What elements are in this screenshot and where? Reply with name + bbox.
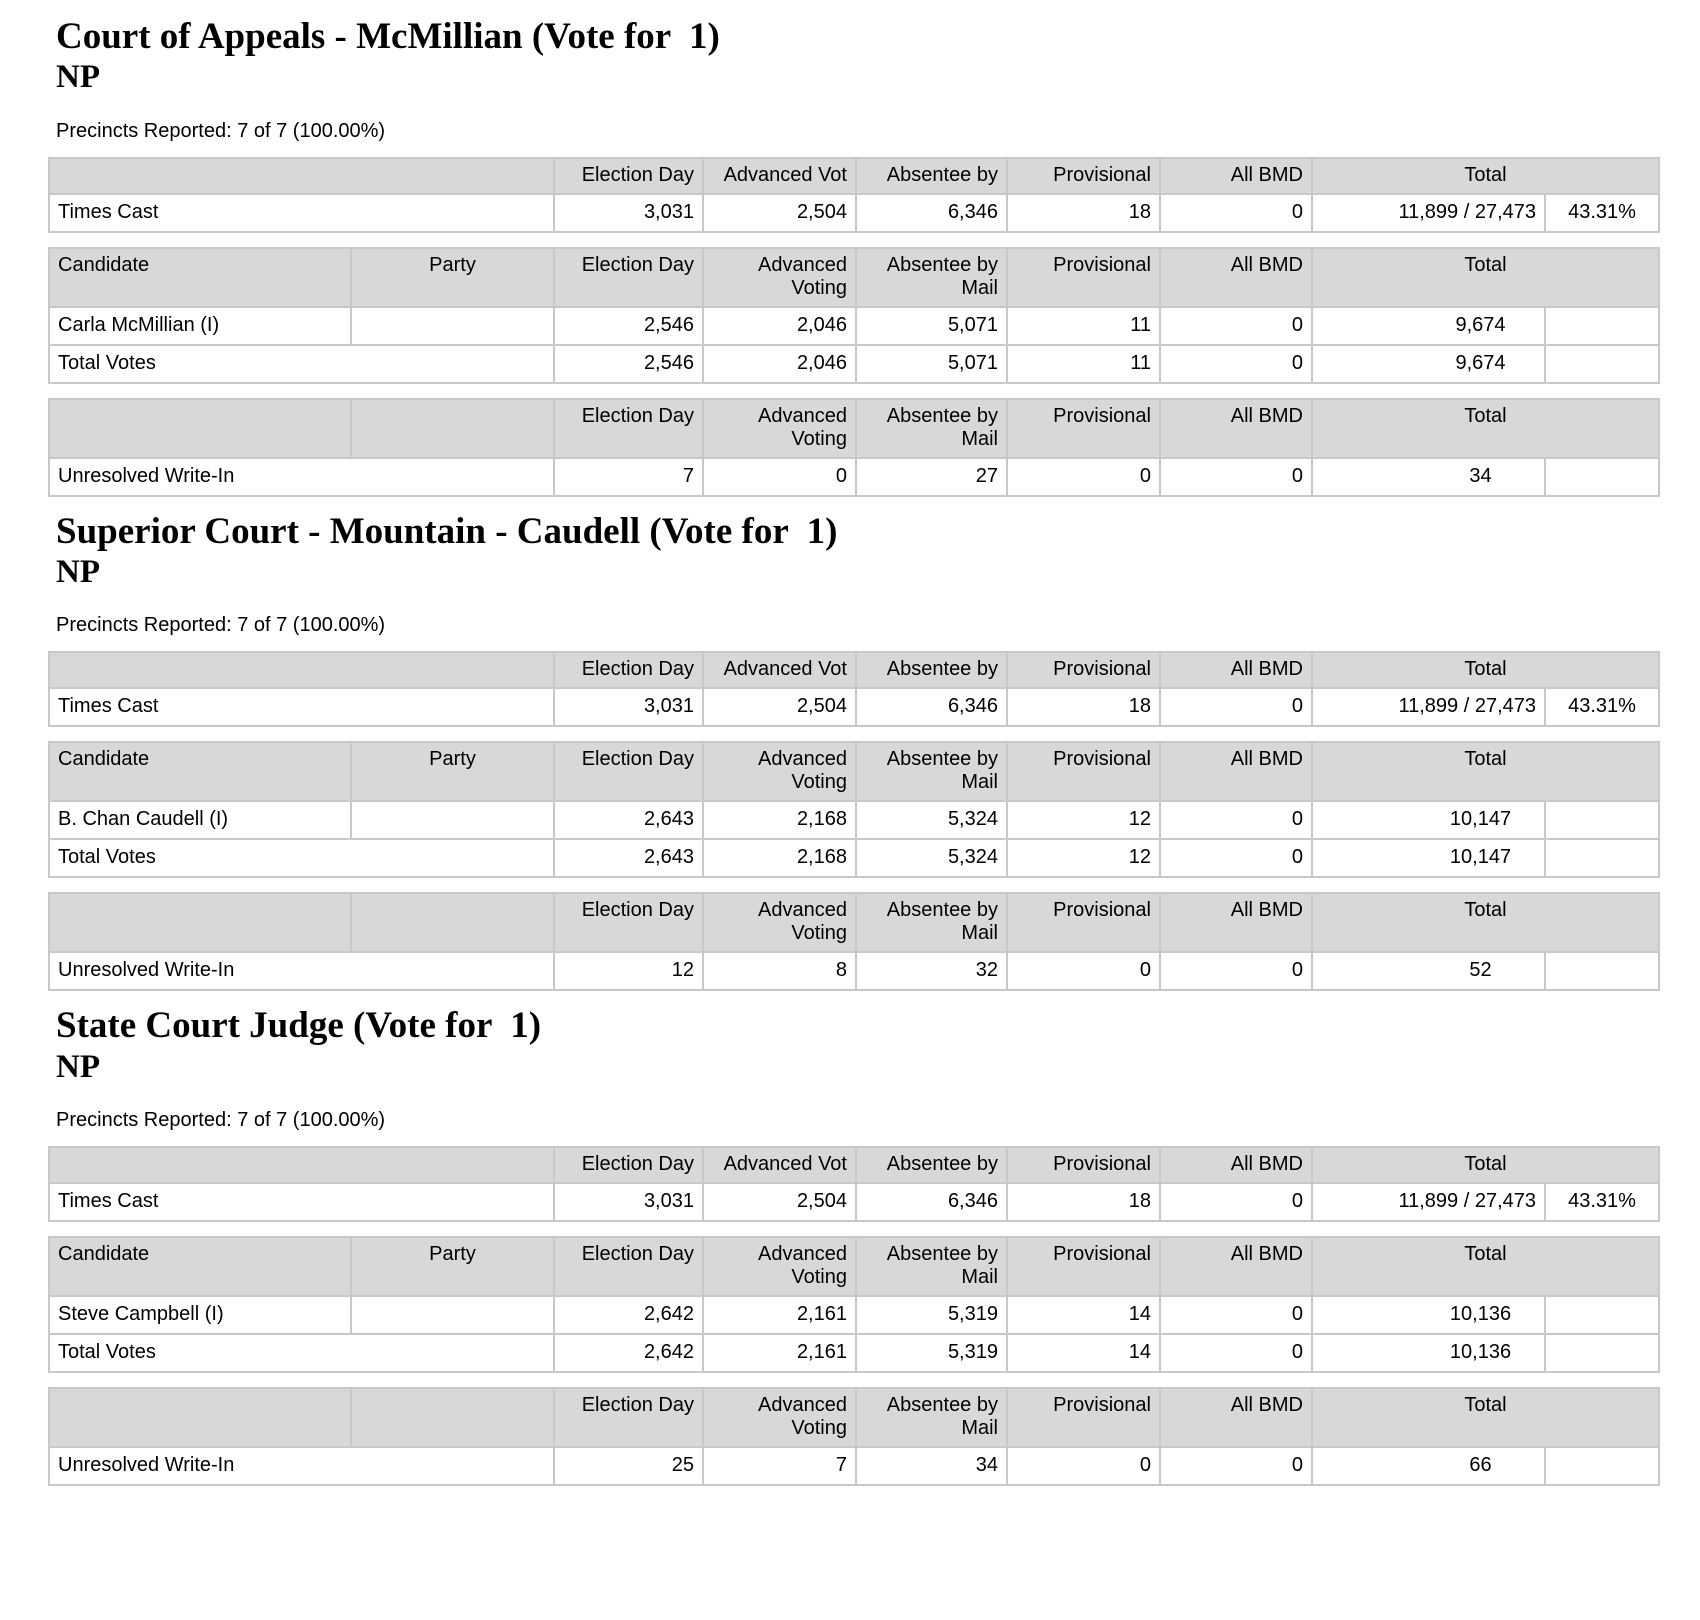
- write-in-pct-blank: [1545, 952, 1659, 990]
- write-in-header-row: [49, 1388, 1659, 1447]
- total-votes-total: 10,147: [1312, 839, 1545, 877]
- col-header-total: Total: [1312, 399, 1659, 458]
- col-header-provisional: Provisional: [1007, 1147, 1160, 1183]
- col-header-total: Total: [1312, 1237, 1659, 1296]
- total-votes-row: [49, 1334, 1659, 1372]
- candidate-header-row: [49, 742, 1659, 801]
- candidate-total: 9,674: [1312, 307, 1545, 345]
- times-cast-table: [48, 157, 1660, 233]
- write-in-election-day: 12: [554, 952, 703, 990]
- candidate-results-table: [48, 741, 1660, 878]
- times-cast-provisional: 18: [1007, 194, 1160, 232]
- candidate-absentee-by-mail: 5,071: [856, 307, 1007, 345]
- times-cast-absentee-by-mail: 6,346: [856, 194, 1007, 232]
- col-header-provisional: Provisional: [1007, 399, 1160, 458]
- times-cast-row: [49, 1183, 1659, 1221]
- total-votes-absentee-by-mail: 5,319: [856, 1334, 1007, 1372]
- times-cast-advanced-voting: 2,504: [703, 688, 856, 726]
- times-cast-absentee-by-mail: 6,346: [856, 1183, 1007, 1221]
- candidate-name: B. Chan Caudell (I): [49, 801, 351, 839]
- col-header-absentee-by-mail: Absentee by Mail: [856, 399, 1007, 458]
- col-header-all-bmd: All BMD: [1160, 1147, 1312, 1183]
- times-cast-absentee-by-mail: 6,346: [856, 688, 1007, 726]
- write-in-header-blank-candidate: [49, 1388, 351, 1447]
- col-header-all-bmd: All BMD: [1160, 893, 1312, 952]
- col-header-absentee-by-mail: Absentee by Mail: [856, 248, 1007, 307]
- candidate-name: Carla McMillian (I): [49, 307, 351, 345]
- total-votes-all-bmd: 0: [1160, 1334, 1312, 1372]
- times-cast-turnout-pct: 43.31%: [1545, 1183, 1659, 1221]
- times-cast-table: [48, 651, 1660, 727]
- candidate-advanced-voting: 2,168: [703, 801, 856, 839]
- total-votes-provisional: 12: [1007, 839, 1160, 877]
- times-cast-election-day: 3,031: [554, 688, 703, 726]
- contest-section: [48, 16, 1658, 497]
- times-cast-provisional: 18: [1007, 1183, 1160, 1221]
- times-cast-election-day: 3,031: [554, 1183, 703, 1221]
- col-header-all-bmd: All BMD: [1160, 1388, 1312, 1447]
- candidate-party: [351, 307, 554, 345]
- candidate-pct-blank: [1545, 801, 1659, 839]
- col-header-total: Total: [1312, 1388, 1659, 1447]
- times-cast-turnout-pct: 43.31%: [1545, 688, 1659, 726]
- times-cast-total: 11,899 / 27,473: [1312, 688, 1545, 726]
- col-header-advanced-voting: Advanced Voting: [703, 248, 856, 307]
- candidate-provisional: 12: [1007, 801, 1160, 839]
- write-in-absentee-by-mail: 27: [856, 458, 1007, 496]
- candidate-election-day: 2,546: [554, 307, 703, 345]
- contest-party-designation: NP: [56, 59, 100, 96]
- times-cast-label: Times Cast: [49, 1183, 554, 1221]
- col-header-advanced-voting: Advanced Voting: [703, 742, 856, 801]
- col-header-provisional: Provisional: [1007, 742, 1160, 801]
- write-in-advanced-voting: 0: [703, 458, 856, 496]
- candidate-absentee-by-mail: 5,319: [856, 1296, 1007, 1334]
- col-header-election-day: Election Day: [554, 742, 703, 801]
- contest-section: [48, 1005, 1658, 1486]
- total-votes-total: 10,136: [1312, 1334, 1545, 1372]
- candidate-all-bmd: 0: [1160, 307, 1312, 345]
- col-header-all-bmd: All BMD: [1160, 399, 1312, 458]
- candidate-total: 10,136: [1312, 1296, 1545, 1334]
- candidate-row: [49, 1296, 1659, 1334]
- col-header-total: Total: [1312, 742, 1659, 801]
- total-votes-absentee-by-mail: 5,071: [856, 345, 1007, 383]
- contest-party-designation: NP: [56, 1048, 100, 1085]
- col-header-provisional: Provisional: [1007, 158, 1160, 194]
- col-header-election-day: Election Day: [554, 652, 703, 688]
- times-cast-header-row: [49, 158, 1659, 194]
- times-cast-election-day: 3,031: [554, 194, 703, 232]
- col-header-total: Total: [1312, 248, 1659, 307]
- col-header-party: Party: [351, 742, 554, 801]
- col-header-provisional: Provisional: [1007, 248, 1160, 307]
- total-votes-label: Total Votes: [49, 345, 554, 383]
- times-cast-row: [49, 194, 1659, 232]
- col-header-provisional: Provisional: [1007, 1388, 1160, 1447]
- precincts-reported: Precincts Reported: 7 of 7 (100.00%): [56, 614, 386, 637]
- contest-title: State Court Judge (Vote for 1): [56, 1005, 542, 1047]
- total-votes-provisional: 14: [1007, 1334, 1160, 1372]
- col-header-election-day: Election Day: [554, 248, 703, 307]
- col-header-all-bmd: All BMD: [1160, 158, 1312, 194]
- candidate-election-day: 2,642: [554, 1296, 703, 1334]
- write-in-row: [49, 1447, 1659, 1485]
- write-in-election-day: 25: [554, 1447, 703, 1485]
- col-header-advanced-voting: Advanced Voting: [703, 893, 856, 952]
- candidate-pct-blank: [1545, 1296, 1659, 1334]
- write-in-absentee-by-mail: 32: [856, 952, 1007, 990]
- col-header-election-day: Election Day: [554, 893, 703, 952]
- contest-title: Court of Appeals - McMillian (Vote for 1): [56, 16, 720, 57]
- total-votes-label: Total Votes: [49, 1334, 554, 1372]
- candidate-results-table: [48, 1236, 1660, 1373]
- times-cast-header-row: [49, 652, 1659, 688]
- total-votes-election-day: 2,546: [554, 345, 703, 383]
- total-votes-all-bmd: 0: [1160, 839, 1312, 877]
- col-header-advanced-voting: Advanced Vot: [703, 1147, 856, 1183]
- col-header-total: Total: [1312, 158, 1659, 194]
- col-header-absentee-by-mail: Absentee by: [856, 652, 1007, 688]
- col-header-election-day: Election Day: [554, 1388, 703, 1447]
- candidate-header-row: [49, 248, 1659, 307]
- times-cast-advanced-voting: 2,504: [703, 1183, 856, 1221]
- candidate-party: [351, 801, 554, 839]
- write-in-provisional: 0: [1007, 1447, 1160, 1485]
- write-in-header-blank-party: [351, 893, 554, 952]
- write-in-label: Unresolved Write-In: [49, 952, 554, 990]
- times-cast-label: Times Cast: [49, 688, 554, 726]
- total-votes-absentee-by-mail: 5,324: [856, 839, 1007, 877]
- write-in-header-blank-candidate: [49, 893, 351, 952]
- times-cast-table: [48, 1146, 1660, 1222]
- col-header-provisional: Provisional: [1007, 1237, 1160, 1296]
- write-in-advanced-voting: 8: [703, 952, 856, 990]
- write-in-election-day: 7: [554, 458, 703, 496]
- col-header-party: Party: [351, 1237, 554, 1296]
- write-in-pct-blank: [1545, 1447, 1659, 1485]
- write-in-header-row: [49, 893, 1659, 952]
- col-header-total: Total: [1312, 893, 1659, 952]
- candidate-pct-blank: [1545, 307, 1659, 345]
- col-header-total: Total: [1312, 652, 1659, 688]
- candidate-row: [49, 307, 1659, 345]
- times-cast-turnout-pct: 43.31%: [1545, 194, 1659, 232]
- col-header-candidate: Candidate: [49, 248, 351, 307]
- write-in-absentee-by-mail: 34: [856, 1447, 1007, 1485]
- write-in-all-bmd: 0: [1160, 1447, 1312, 1485]
- total-votes-advanced-voting: 2,046: [703, 345, 856, 383]
- candidate-election-day: 2,643: [554, 801, 703, 839]
- total-votes-advanced-voting: 2,168: [703, 839, 856, 877]
- times-cast-total: 11,899 / 27,473: [1312, 1183, 1545, 1221]
- write-in-header-row: [49, 399, 1659, 458]
- total-votes-pct-blank: [1545, 1334, 1659, 1372]
- col-header-absentee-by-mail: Absentee by: [856, 1147, 1007, 1183]
- col-header-advanced-voting: Advanced Voting: [703, 399, 856, 458]
- col-header-election-day: Election Day: [554, 1147, 703, 1183]
- col-header-advanced-voting: Advanced Vot: [703, 158, 856, 194]
- write-in-label: Unresolved Write-In: [49, 458, 554, 496]
- col-header-total: Total: [1312, 1147, 1659, 1183]
- candidate-header-row: [49, 1237, 1659, 1296]
- contest-title: Superior Court - Mountain - Caudell (Vote for 1): [56, 510, 838, 552]
- candidate-provisional: 11: [1007, 307, 1160, 345]
- write-in-total: 66: [1312, 1447, 1545, 1485]
- col-header-election-day: Election Day: [554, 399, 703, 458]
- total-votes-election-day: 2,643: [554, 839, 703, 877]
- total-votes-row: [49, 345, 1659, 383]
- times-cast-provisional: 18: [1007, 688, 1160, 726]
- col-header-all-bmd: All BMD: [1160, 248, 1312, 307]
- write-in-header-blank-candidate: [49, 399, 351, 458]
- contest-section: [48, 511, 1658, 992]
- times-cast-advanced-voting: 2,504: [703, 194, 856, 232]
- candidate-all-bmd: 0: [1160, 1296, 1312, 1334]
- col-header-all-bmd: All BMD: [1160, 742, 1312, 801]
- col-header-all-bmd: All BMD: [1160, 1237, 1312, 1296]
- col-header-all-bmd: All BMD: [1160, 652, 1312, 688]
- col-header-absentee-by-mail: Absentee by Mail: [856, 1388, 1007, 1447]
- times-cast-label: Times Cast: [49, 194, 554, 232]
- candidate-advanced-voting: 2,046: [703, 307, 856, 345]
- col-header-absentee-by-mail: Absentee by Mail: [856, 893, 1007, 952]
- candidate-advanced-voting: 2,161: [703, 1296, 856, 1334]
- candidate-row: [49, 801, 1659, 839]
- col-header-election-day: Election Day: [554, 1237, 703, 1296]
- candidate-name: Steve Campbell (I): [49, 1296, 351, 1334]
- col-header-election-day: Election Day: [554, 158, 703, 194]
- times-cast-all-bmd: 0: [1160, 194, 1312, 232]
- write-in-header-blank-party: [351, 1388, 554, 1447]
- write-in-total: 52: [1312, 952, 1545, 990]
- contest-party-designation: NP: [56, 554, 100, 591]
- write-in-pct-blank: [1545, 458, 1659, 496]
- write-in-all-bmd: 0: [1160, 952, 1312, 990]
- write-in-table: [48, 892, 1660, 991]
- candidate-absentee-by-mail: 5,324: [856, 801, 1007, 839]
- col-header-candidate: Candidate: [49, 1237, 351, 1296]
- times-cast-total: 11,899 / 27,473: [1312, 194, 1545, 232]
- times-cast-all-bmd: 0: [1160, 1183, 1312, 1221]
- precincts-reported: Precincts Reported: 7 of 7 (100.00%): [56, 1109, 386, 1132]
- write-in-row: [49, 952, 1659, 990]
- candidate-provisional: 14: [1007, 1296, 1160, 1334]
- candidate-all-bmd: 0: [1160, 801, 1312, 839]
- col-header-advanced-voting: Advanced Voting: [703, 1237, 856, 1296]
- total-votes-advanced-voting: 2,161: [703, 1334, 856, 1372]
- total-votes-all-bmd: 0: [1160, 345, 1312, 383]
- times-cast-header-blank: [49, 652, 554, 688]
- write-in-label: Unresolved Write-In: [49, 1447, 554, 1485]
- total-votes-pct-blank: [1545, 345, 1659, 383]
- write-in-row: [49, 458, 1659, 496]
- candidate-party: [351, 1296, 554, 1334]
- times-cast-header-blank: [49, 1147, 554, 1183]
- total-votes-provisional: 11: [1007, 345, 1160, 383]
- col-header-absentee-by-mail: Absentee by Mail: [856, 1237, 1007, 1296]
- write-in-total: 34: [1312, 458, 1545, 496]
- col-header-absentee-by-mail: Absentee by: [856, 158, 1007, 194]
- write-in-advanced-voting: 7: [703, 1447, 856, 1485]
- write-in-header-blank-party: [351, 399, 554, 458]
- total-votes-total: 9,674: [1312, 345, 1545, 383]
- total-votes-row: [49, 839, 1659, 877]
- col-header-party: Party: [351, 248, 554, 307]
- precincts-reported: Precincts Reported: 7 of 7 (100.00%): [56, 119, 386, 142]
- write-in-provisional: 0: [1007, 952, 1160, 990]
- write-in-table: [48, 398, 1660, 497]
- col-header-absentee-by-mail: Absentee by Mail: [856, 742, 1007, 801]
- total-votes-election-day: 2,642: [554, 1334, 703, 1372]
- write-in-all-bmd: 0: [1160, 458, 1312, 496]
- times-cast-row: [49, 688, 1659, 726]
- total-votes-label: Total Votes: [49, 839, 554, 877]
- col-header-advanced-voting: Advanced Voting: [703, 1388, 856, 1447]
- candidate-total: 10,147: [1312, 801, 1545, 839]
- col-header-provisional: Provisional: [1007, 652, 1160, 688]
- times-cast-header-row: [49, 1147, 1659, 1183]
- col-header-advanced-voting: Advanced Vot: [703, 652, 856, 688]
- write-in-table: [48, 1387, 1660, 1486]
- times-cast-header-blank: [49, 158, 554, 194]
- write-in-provisional: 0: [1007, 458, 1160, 496]
- candidate-results-table: [48, 247, 1660, 384]
- total-votes-pct-blank: [1545, 839, 1659, 877]
- col-header-candidate: Candidate: [49, 742, 351, 801]
- times-cast-all-bmd: 0: [1160, 688, 1312, 726]
- col-header-provisional: Provisional: [1007, 893, 1160, 952]
